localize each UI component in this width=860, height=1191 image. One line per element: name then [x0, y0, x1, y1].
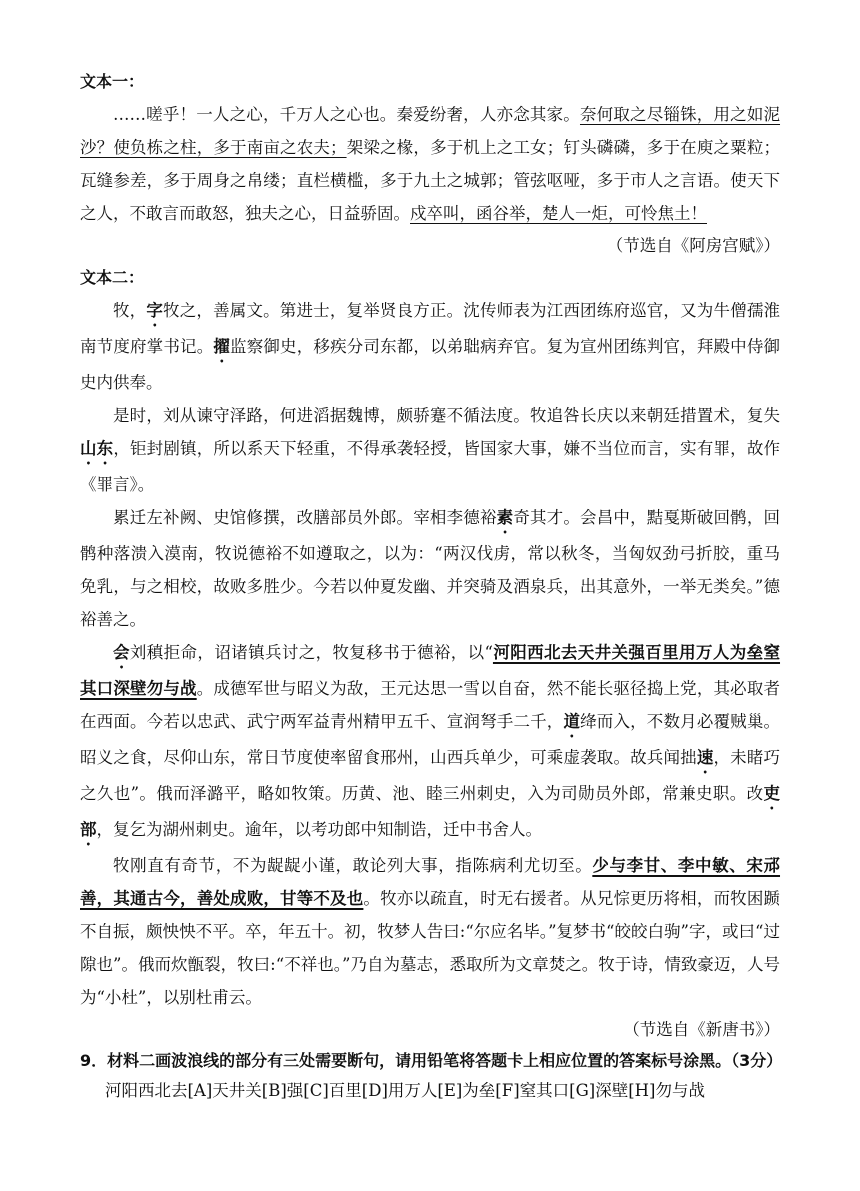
text1-paragraph — [80, 98, 780, 230]
question-9-answer-line: 河阳西北去[A]天井关[B]强[C]百里[D]用万人[E]为垒[F]窒其口[G]深壁[H]勿与战 — [105, 1081, 705, 1100]
text2-p1-c: 监察御史，移疾分司东都，以弟聉病弃官。复为宣州团练判官，拜殿中侍御史内供奉。 — [80, 337, 781, 392]
text1-plain-b: 架梁之椽，多于机上之工女；钉头磷磷，多于在庾之粟粒；瓦缝参差，多于周身之帛缕；直栏横槛，多于九土之城郭；管弦呕哑，多于市人之言语。使天下之人，不敢言而敢怒，独夫之心，日益骄固。 — [80, 138, 781, 223]
text1-source: （节选自《阿房宫赋》） — [606, 236, 780, 255]
text2-p3-b: 奇其才。会昌中，黠戛斯破回鹘，回鹘种落溃入漠南，牧说德裕不如遵取之，以为：“两汉伐虏，常以秋冬，当匈奴劲弓折胶，重马免乳，与之相校，故败多胜少。今若以仲夏发幽、并突骑及酒泉兵，出其意外，一举无类矣。”德裕善之。 — [80, 508, 781, 629]
dotted-word-shandong: 山东 — [80, 439, 114, 458]
dotted-word-libu: 吏部 — [80, 784, 780, 839]
text2-p4-c: 绛而入，不数月必覆贼巢。昭义之食，尽仰山东，常日节度使率留食邢州，山西兵单少，可乘虚袭取。故兵闻拙 — [80, 712, 781, 767]
text2-p5-b: 。牧亦以疏直，时无右援者。从兄悰更历将相，而牧困踬不自振，颇怏怏不平。卒，年五十。初，牧梦人告曰:“尔应名毕。”复梦书“皎皎白驹”字，或曰“过隙也”。俄而炊甑裂，牧曰:“不祥也。”乃自为墓志，悉取所为文章焚之。牧于诗，情致豪迈，人号为“小杜”，以别杜甫云。 — [80, 889, 781, 1007]
text2-p2-a: 是时，刘从谏守泽路，何进滔据魏博，颇骄蹇不循法度。牧追咎长庆以来朝廷措置术，复失 — [113, 406, 780, 425]
wavy-underlined-sentence: 河阳西北去天井关强百里用万人为垒窒其口深壁勿与战 — [80, 643, 781, 698]
text1-underlined-2: 戍卒叫，函谷举，楚人一炬，可怜焦土！ — [410, 204, 707, 223]
text2-p5-a: 牧刚直有奇节，不为龊龊小谨，敢论列大事，指陈病利尤切至。 — [113, 856, 593, 875]
text1-plain-a: ……嗟乎！一人之心，千万人之心也。秦爱纷奢，人亦念其家。 — [113, 105, 580, 124]
dotted-word-su: 素 — [496, 508, 514, 527]
text2-source: （节选自《新唐书》） — [623, 1020, 780, 1039]
text2-p4-d: ，未睹巧之久也”。俄而泽潞平，略如牧策。历黄、池、睦三州刺史，入为司勋员外郎，常兼史职。改 — [80, 748, 781, 803]
dotted-word-hui: 会 — [113, 643, 130, 662]
text2-p2-b: ，钜封剧镇，所以系天下轻重，不得承袭轻授，皆国家大事，嫌不当位而言，实有罪，故作《罪言》。 — [80, 439, 781, 494]
text2-paragraph-3 — [80, 501, 780, 636]
text2-p1-b: 牧之，善属文。第进士，复举贤良方正。沈传师表为江西团练府巡官，又为牛僧孺淮南节度府掌书记。 — [80, 301, 781, 356]
underlined-translation-sentence: 少与李甘、李中敏、宋邧善，其通古今，善处成败，甘等不及也 — [80, 856, 781, 908]
text2-p3-a: 累迁左补阙、史馆修撰，改膳部员外郎。宰相李德裕 — [113, 508, 497, 527]
text2-heading: 文本二： — [80, 268, 145, 287]
text1-heading: 文本一： — [80, 72, 145, 91]
text2-p4-b: 。成德军世与昭义为敌，王元达思一雪以自奋，然不能长驱径捣上党，其必取者在西面。今若以忠武、武宁两军益青州精甲五千、宣润弩手二千， — [80, 679, 781, 731]
text2-p1-a: 牧， — [113, 301, 147, 320]
text2-paragraph-5 — [80, 849, 780, 1014]
dotted-word-zi: 字 — [146, 301, 164, 320]
dotted-word-zhuo: 擢 — [213, 337, 231, 356]
text1-underlined-1: 奈何取之尽锱铢，用之如泥沙？使负栋之柱，多于南亩之农夫； — [80, 105, 781, 157]
dotted-word-su2: 速 — [696, 748, 714, 767]
text2-paragraph-2 — [80, 399, 780, 501]
text2-paragraph-4 — [80, 636, 780, 849]
text2-p4-a: 刘稹拒命，诏诸镇兵讨之，牧复移书于德裕，以“ — [129, 643, 493, 662]
question-9-prompt: 9．材料二画波浪线的部分有三处需要断句，请用铅笔将答题卡上相应位置的答案标号涂黑。（3分） — [80, 1051, 783, 1070]
exam-page — [80, 66, 783, 1106]
text2-p4-e: ，复乞为湖州刺史。逾年，以考功郎中知制诰，迁中书舍人。 — [96, 820, 542, 839]
dotted-word-dao: 道 — [563, 712, 581, 731]
text2-paragraph-1 — [80, 294, 780, 399]
